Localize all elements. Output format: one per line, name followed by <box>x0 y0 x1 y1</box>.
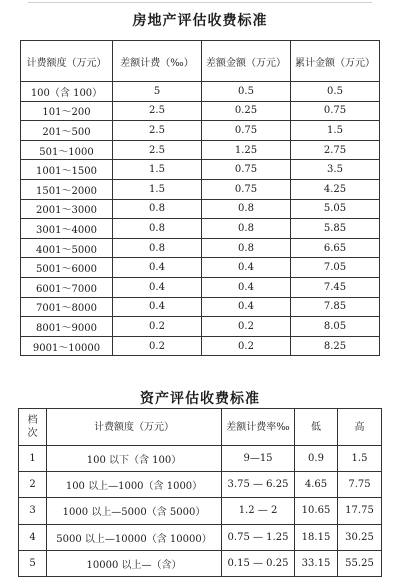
cell-fee-range: 100 以下（含 100） <box>47 446 222 472</box>
cell-diff-rate: 0.8 <box>113 238 202 258</box>
cell-diff-rate: 0.15 — 0.25 <box>222 550 295 576</box>
header-diff-rate: 差额计费率‰ <box>222 409 295 446</box>
cell-diff-rate: 3.75 — 6.25 <box>222 472 295 498</box>
cell-grade: 4 <box>19 524 47 550</box>
table-row <box>19 550 382 576</box>
cell-diff-rate: 1.5 <box>113 160 202 180</box>
cell-diff-rate: 0.2 <box>113 317 202 337</box>
cell-fee-range: 1001～1500 <box>21 160 113 180</box>
cell-fee-range: 8001～9000 <box>21 317 113 337</box>
cell-fee-range: 5001～6000 <box>21 258 113 278</box>
cell-diff-amount: 0.4 <box>202 258 291 278</box>
table-row <box>21 297 380 317</box>
cell-fee-range: 7001～8000 <box>21 297 113 317</box>
cell-grade: 1 <box>19 446 47 472</box>
asset-fee-table <box>18 408 382 577</box>
cell-cumulative-amount: 6.65 <box>291 238 380 258</box>
cell-diff-rate: 1.5 <box>113 179 202 199</box>
cell-diff-amount: 0.75 <box>202 160 291 180</box>
cell-low: 33.15 <box>295 550 338 576</box>
cell-grade: 5 <box>19 550 47 576</box>
table-row <box>19 498 382 524</box>
cell-grade: 3 <box>19 498 47 524</box>
cell-diff-rate: 1.2 — 2 <box>222 498 295 524</box>
cell-fee-range: 1000 以上—5000（含 5000） <box>47 498 222 524</box>
table-row <box>21 160 380 180</box>
cell-cumulative-amount: 7.45 <box>291 277 380 297</box>
table-row <box>21 238 380 258</box>
table-header-row <box>19 409 382 446</box>
cell-cumulative-amount: 0.5 <box>291 82 380 102</box>
cell-fee-range: 201～500 <box>21 121 113 141</box>
cell-diff-rate: 2.5 <box>113 121 202 141</box>
table-row <box>21 101 380 121</box>
cell-high: 1.5 <box>338 446 382 472</box>
cell-fee-range: 9001～10000 <box>21 336 113 356</box>
cell-fee-range: 6001～7000 <box>21 277 113 297</box>
header-high: 高 <box>338 409 382 446</box>
cell-diff-rate: 0.2 <box>113 336 202 356</box>
cell-diff-amount: 0.8 <box>202 238 291 258</box>
cell-high: 7.75 <box>338 472 382 498</box>
table-row <box>19 446 382 472</box>
table-row <box>19 524 382 550</box>
table-row <box>19 472 382 498</box>
cell-low: 10.65 <box>295 498 338 524</box>
cell-diff-amount: 0.25 <box>202 101 291 121</box>
cell-diff-rate: 0.4 <box>113 277 202 297</box>
table-row <box>21 140 380 160</box>
cell-fee-range: 101～200 <box>21 101 113 121</box>
cell-high: 30.25 <box>338 524 382 550</box>
table-row <box>21 317 380 337</box>
cell-diff-rate: 5 <box>113 82 202 102</box>
cell-cumulative-amount: 7.05 <box>291 258 380 278</box>
cell-diff-rate: 9—15 <box>222 446 295 472</box>
cell-cumulative-amount: 0.75 <box>291 101 380 121</box>
cell-cumulative-amount: 3.5 <box>291 160 380 180</box>
header-fee-range: 计费额度（万元） <box>47 409 222 446</box>
cell-diff-amount: 1.25 <box>202 140 291 160</box>
cell-cumulative-amount: 5.85 <box>291 219 380 239</box>
cell-cumulative-amount: 8.25 <box>291 336 380 356</box>
cell-diff-amount: 0.5 <box>202 82 291 102</box>
table-row <box>21 219 380 239</box>
cell-fee-range: 10000 以上—（含） <box>47 550 222 576</box>
cell-cumulative-amount: 5.05 <box>291 199 380 219</box>
table-row <box>21 179 380 199</box>
cell-diff-amount: 0.75 <box>202 179 291 199</box>
table-header-row <box>21 41 380 82</box>
cell-fee-range: 100（含 100） <box>21 82 113 102</box>
cell-diff-amount: 0.2 <box>202 317 291 337</box>
top-divider <box>28 2 372 3</box>
cell-low: 0.9 <box>295 446 338 472</box>
table2-title: 资产评估收费标准 <box>140 391 260 407</box>
table-row <box>21 258 380 278</box>
header-diff-amount: 差额金额（万元） <box>202 41 291 82</box>
header-low: 低 <box>295 409 338 446</box>
table-row <box>21 277 380 297</box>
cell-diff-rate: 2.5 <box>113 101 202 121</box>
header-fee-range: 计费额度（万元） <box>21 41 113 82</box>
cell-diff-amount: 0.2 <box>202 336 291 356</box>
cell-fee-range: 3001～4000 <box>21 219 113 239</box>
cell-diff-amount: 0.4 <box>202 297 291 317</box>
real-estate-fee-table <box>20 40 380 356</box>
cell-diff-amount: 0.4 <box>202 277 291 297</box>
cell-high: 17.75 <box>338 498 382 524</box>
cell-diff-rate: 2.5 <box>113 140 202 160</box>
header-diff-rate: 差额计费（‰） <box>113 41 202 82</box>
cell-cumulative-amount: 7.85 <box>291 297 380 317</box>
cell-diff-amount: 0.75 <box>202 121 291 141</box>
cell-cumulative-amount: 8.05 <box>291 317 380 337</box>
cell-fee-range: 501～1000 <box>21 140 113 160</box>
cell-low: 18.15 <box>295 524 338 550</box>
header-grade-label: 档次 <box>27 415 38 439</box>
cell-diff-amount: 0.8 <box>202 219 291 239</box>
cell-cumulative-amount: 2.75 <box>291 140 380 160</box>
cell-diff-rate: 0.8 <box>113 219 202 239</box>
cell-diff-rate: 0.75 — 1.25 <box>222 524 295 550</box>
cell-low: 4.65 <box>295 472 338 498</box>
table1-title: 房地产评估收费标准 <box>132 13 268 29</box>
table-row <box>21 121 380 141</box>
cell-fee-range: 1501～2000 <box>21 179 113 199</box>
cell-diff-amount: 0.8 <box>202 199 291 219</box>
cell-fee-range: 4001～5000 <box>21 238 113 258</box>
cell-fee-range: 100 以上—1000（含 1000） <box>47 472 222 498</box>
cell-diff-rate: 0.4 <box>113 297 202 317</box>
cell-cumulative-amount: 1.5 <box>291 121 380 141</box>
table-row <box>21 336 380 356</box>
header-cumulative-amount: 累计金额（万元） <box>291 41 380 82</box>
table-row <box>21 199 380 219</box>
table-row <box>21 82 380 102</box>
cell-grade: 2 <box>19 472 47 498</box>
cell-diff-rate: 0.4 <box>113 258 202 278</box>
header-grade <box>19 409 47 446</box>
cell-fee-range: 2001～3000 <box>21 199 113 219</box>
cell-high: 55.25 <box>338 550 382 576</box>
cell-fee-range: 5000 以上—10000（含 10000） <box>47 524 222 550</box>
cell-cumulative-amount: 4.25 <box>291 179 380 199</box>
cell-diff-rate: 0.8 <box>113 199 202 219</box>
